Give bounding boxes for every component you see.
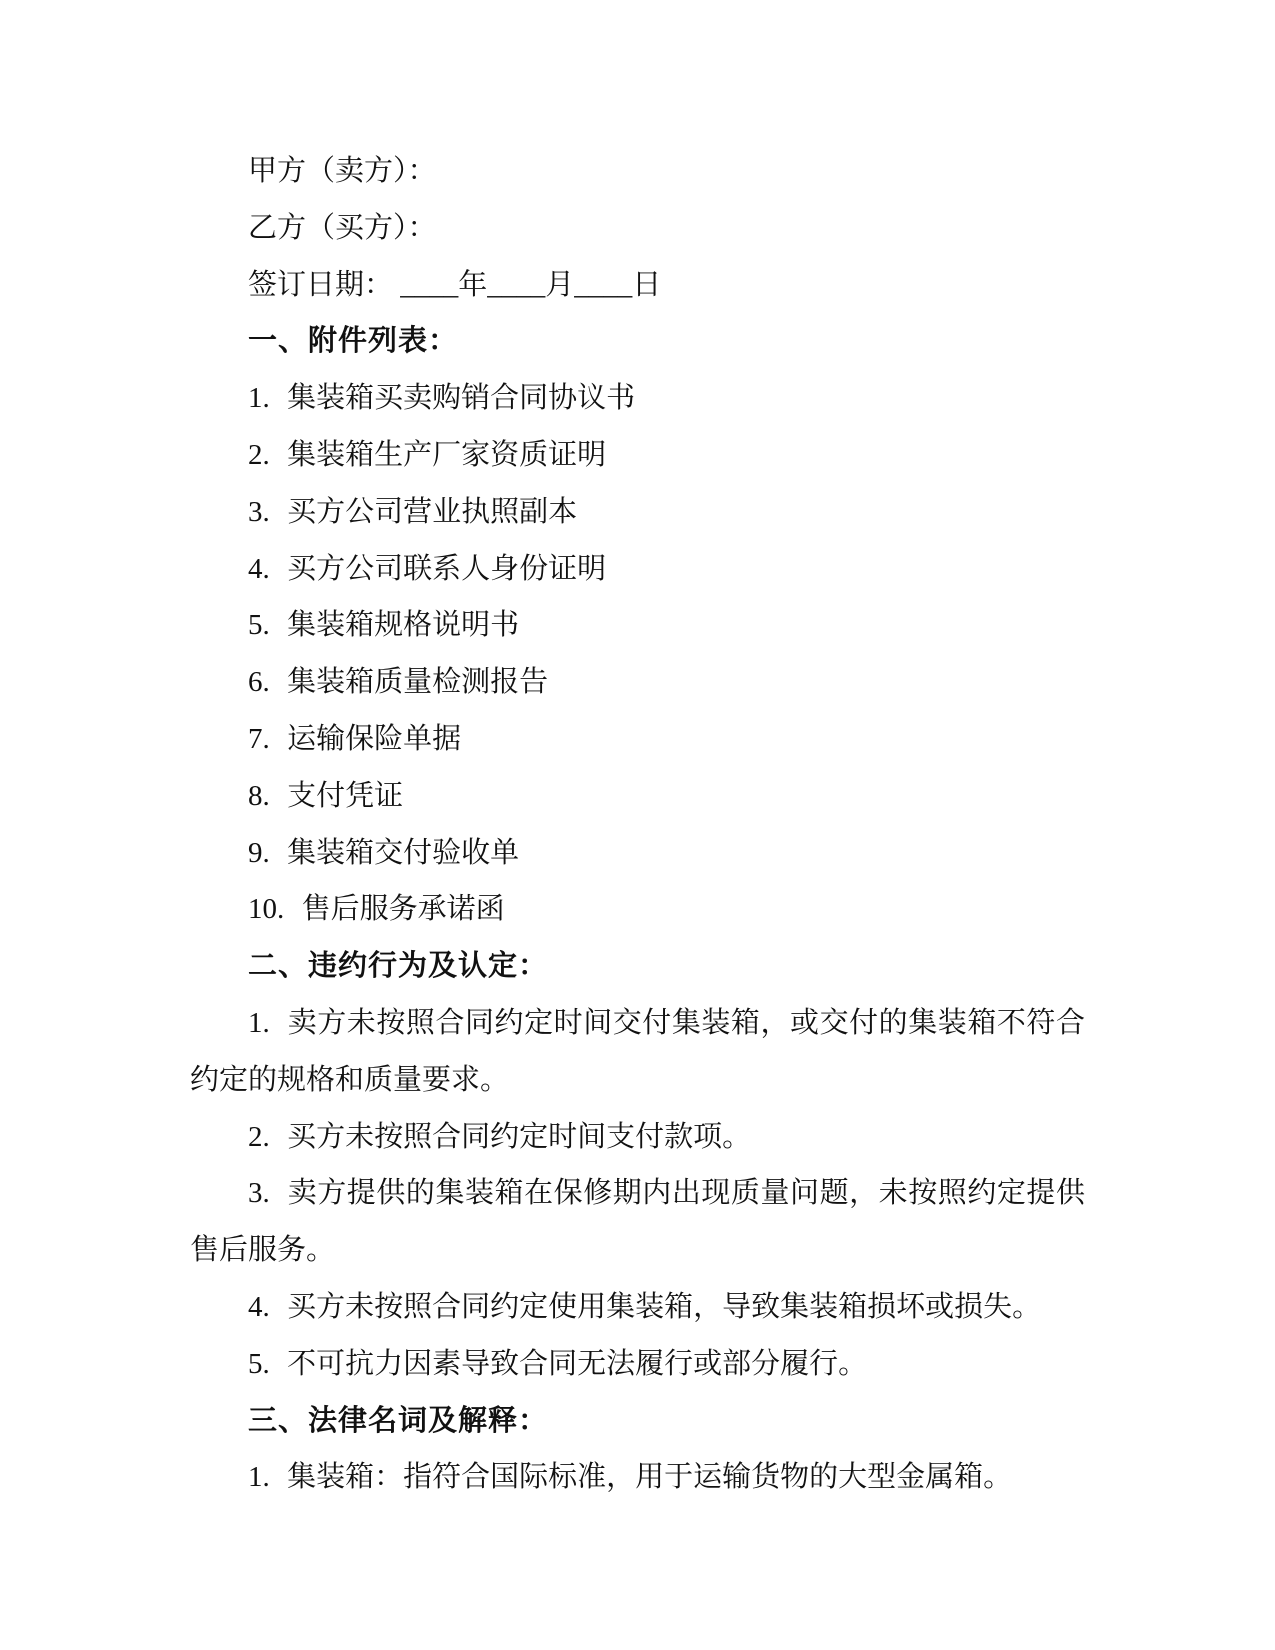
attachment-item (190, 711, 1085, 768)
item-number: 3. (248, 495, 270, 528)
item-text: 集装箱交付验收单 (287, 836, 520, 869)
item-number: 10. (248, 893, 285, 926)
item-text: 集装箱：指符合国际标准，用于运输货物的大型金属箱。 (287, 1461, 1013, 1494)
attachment-item (190, 825, 1085, 882)
item-text: 卖方提供的集装箱在保修期内出现质量问题，未按照约定提供售后服务。 (190, 1177, 1085, 1267)
item-text: 卖方未按照合同约定时间交付集装箱，或交付的集装箱不符合约定的规格和质量要求。 (190, 1006, 1085, 1096)
item-number: 4. (248, 552, 270, 585)
section-attachments-heading: 一、附件列表： (248, 325, 459, 358)
attachment-item (190, 768, 1085, 825)
breach-item (190, 995, 1085, 1109)
item-text: 集装箱买卖购销合同协议书 (287, 382, 636, 415)
item-number: 2. (248, 1120, 270, 1153)
item-number: 2. (248, 438, 270, 471)
party-a-line: 甲方（卖方）： (248, 155, 437, 187)
item-text: 集装箱质量检测报告 (287, 666, 549, 699)
item-text: 运输保险单据 (287, 722, 462, 755)
attachment-item (190, 484, 1085, 541)
document-content (190, 143, 1085, 1506)
item-number: 1. (248, 1006, 270, 1039)
item-text: 售后服务承诺函 (301, 893, 505, 926)
term-item (190, 1449, 1085, 1506)
item-text: 买方未按照合同约定使用集装箱，导致集装箱损坏或损失。 (287, 1290, 1042, 1323)
breach-item (190, 1165, 1085, 1279)
breach-item (190, 1336, 1085, 1393)
sign-date-line: 签订日期： ____年____月____日 (248, 268, 662, 301)
attachment-item (190, 427, 1085, 484)
section-terms-heading: 三、法律名词及解释： (248, 1404, 549, 1437)
item-number: 4. (248, 1290, 270, 1323)
attachment-item (190, 881, 1085, 938)
attachment-item (190, 370, 1085, 427)
breach-item (190, 1279, 1085, 1336)
item-number: 5. (248, 609, 270, 642)
item-number: 1. (248, 1461, 270, 1494)
item-text: 集装箱规格说明书 (287, 609, 520, 642)
section-breach-heading: 二、违约行为及认定： (248, 950, 549, 983)
attachment-item (190, 654, 1085, 711)
item-number: 7. (248, 722, 270, 755)
party-b-line: 乙方（买方）： (248, 211, 437, 244)
item-text: 买方公司联系人身份证明 (287, 552, 607, 585)
item-text: 集装箱生产厂家资质证明 (287, 438, 607, 471)
item-text: 支付凭证 (287, 779, 404, 812)
item-number: 8. (248, 779, 270, 812)
item-text: 不可抗力因素导致合同无法履行或部分履行。 (287, 1347, 868, 1380)
item-number: 5. (248, 1347, 270, 1380)
breach-item (190, 1109, 1085, 1166)
item-text: 买方未按照合同约定时间支付款项。 (287, 1120, 752, 1153)
attachment-item (190, 597, 1085, 654)
item-number: 1. (248, 382, 270, 415)
item-number: 3. (248, 1177, 270, 1210)
item-text: 买方公司营业执照副本 (287, 495, 578, 528)
item-number: 6. (248, 666, 270, 699)
item-number: 9. (248, 836, 270, 869)
attachment-item (190, 541, 1085, 598)
